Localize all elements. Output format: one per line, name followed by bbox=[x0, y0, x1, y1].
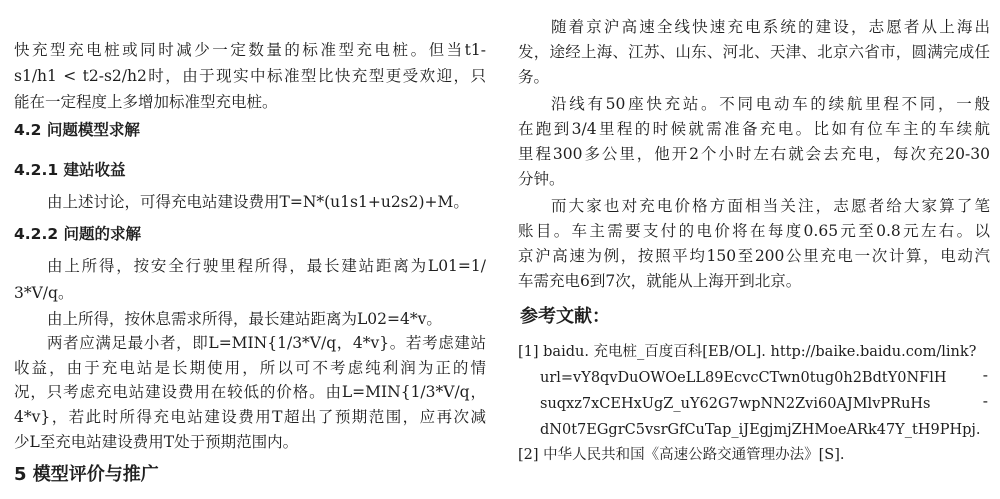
body-line: 由上述讨论，可得充电站建设费用T=N*(u1s1+u2s2)+M。 bbox=[47, 193, 469, 211]
body-line: 况，只考虑充电站建设费用在较低的价格。由L=MIN{1/3*V/q， bbox=[14, 383, 486, 401]
body-line: 两者应满足最小者，即L=MIN{1/3*V/q，4*v}。若考虑建站 bbox=[47, 334, 486, 352]
reference-1-url[interactable]: dN0t7EGgrC5vsrGfCuTap_iJEgjmjZHMoeARk47Y_tH9PHpj. bbox=[540, 422, 981, 438]
body-line: 账目。车主需要支付的电价将在每度0.65元至0.8元左右。以 bbox=[518, 222, 990, 240]
body-line: 发，途经上海、江苏、山东、河北、天津、北京六省市，圆满完成任 bbox=[518, 43, 990, 61]
reference-1-url[interactable]: suqxz7xCEHxUgZ_uY62G7wpNN2Zvi60AJMlvPRuHs bbox=[540, 396, 931, 412]
body-line: 而大家也对充电价格方面相当关注，志愿者给大家算了笔 bbox=[551, 197, 990, 215]
section-heading-4-2: 4.2 问题模型求解 bbox=[14, 121, 140, 139]
body-line: 车需充电6到7次，就能从上海开到北京。 bbox=[518, 272, 802, 290]
reference-1-line: [1] baidu. 充电桩_百度百科[EB/OL]. http://baike.baidu.com/link? bbox=[518, 344, 977, 360]
body-line: 京沪高速为例，按照平均150至200公里充电一次计算，电动汽 bbox=[518, 247, 990, 265]
body-line: 3*V/q。 bbox=[14, 284, 74, 302]
body-line: 随着京沪高速全线快速充电系统的建设，志愿者从上海出 bbox=[551, 18, 990, 36]
reference-1-url[interactable]: url=vY8qvDuOWOeLL89EcvcCTwn0tug0h2BdtY0NFlH bbox=[540, 370, 947, 386]
body-line: s1/h1 < t2-s2/h2时，由于现实中标准型比快充型更受欢迎，只 bbox=[14, 67, 486, 85]
body-line: 由上所得，按休息需求所得，最长建站距离为L02=4*v。 bbox=[47, 310, 442, 328]
body-line: 分钟。 bbox=[518, 170, 565, 188]
hyphen-mark: - bbox=[982, 392, 988, 410]
hyphen-mark: - bbox=[982, 366, 988, 384]
section-heading-4-2-1: 4.2.1 建站收益 bbox=[14, 161, 126, 179]
references-title: 参考文献： bbox=[520, 306, 610, 327]
section-heading-5: 5 模型评价与推广 bbox=[14, 464, 159, 485]
body-line: 沿线有50座快充站。不同电动车的续航里程不同，一般 bbox=[551, 95, 990, 113]
section-heading-4-2-2: 4.2.2 问题的求解 bbox=[14, 225, 142, 243]
body-line: 务。 bbox=[518, 68, 550, 86]
body-line: 少L至充电站建设费用T处于预期范围内。 bbox=[14, 433, 299, 451]
body-line: 收益，由于充电站是长期使用，所以可不考虑纯利润为正的情 bbox=[14, 359, 486, 377]
reference-2: [2] 中华人民共和国《高速公路交通管理办法》[S]. bbox=[518, 447, 845, 463]
body-line: 4*v}，若此时所得充电站建设费用T超出了预期范围，应再次减 bbox=[14, 408, 486, 426]
body-line: 快充型充电桩或同时减少一定数量的标准型充电桩。但当t1- bbox=[14, 41, 486, 59]
body-line: 在跑到3/4里程的时候就需准备充电。比如有位车主的车续航 bbox=[518, 120, 990, 138]
body-line: 能在一定程度上多增加标准型充电桩。 bbox=[14, 93, 278, 111]
body-line: 由上所得，按安全行驶里程所得，最长建站距离为L01=1/ bbox=[47, 257, 486, 275]
body-line: 里程300多公里，他开2个小时左右就会去充电，每次充20-30 bbox=[518, 145, 990, 163]
